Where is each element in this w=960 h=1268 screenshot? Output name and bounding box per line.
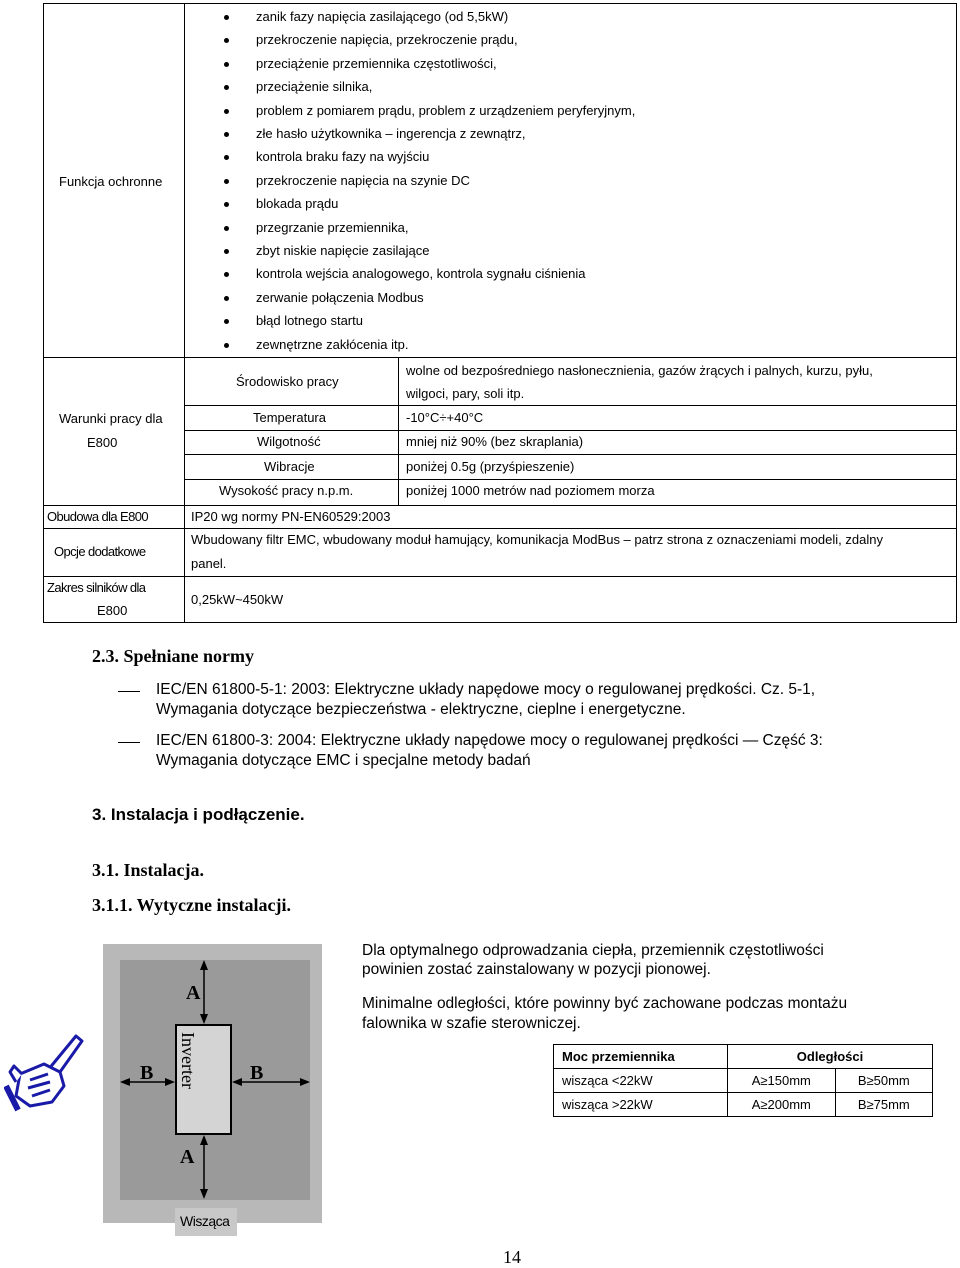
wilgotnosc-label: Wilgotność bbox=[257, 434, 321, 449]
header-odleglosci: Odległości bbox=[728, 1045, 933, 1069]
funkcja-item: kontrola braku fazy na wyjściu bbox=[256, 149, 430, 165]
wysokosc-label: Wysokość pracy n.p.m. bbox=[219, 483, 354, 498]
label-a-top: A bbox=[186, 982, 201, 1004]
label-b-left: B bbox=[140, 1062, 154, 1084]
funkcja-label: Funkcja ochronne bbox=[59, 174, 163, 189]
norm-2-line-2: Wymagania dotyczące EMC i specjalne metody badań bbox=[156, 752, 531, 769]
distance-table bbox=[553, 1044, 933, 1117]
instruction-2-line-2: falownika w szafie sterowniczej. bbox=[362, 1015, 581, 1032]
section-heading-3-1: 3.1. Instalacja. bbox=[92, 860, 204, 880]
table-cell: A≥200mm bbox=[728, 1093, 836, 1117]
funkcja-item: zerwanie połączenia Modbus bbox=[256, 289, 424, 305]
wilgotnosc-value: mniej niż 90% (bez skraplania) bbox=[406, 434, 584, 449]
zakres-value: 0,25kW~450kW bbox=[191, 592, 284, 607]
srodowisko-value-2: wilgoci, pary, soli itp. bbox=[406, 386, 525, 401]
funkcja-item: zewnętrzne zakłócenia itp. bbox=[256, 336, 409, 352]
header-moc: Moc przemiennika bbox=[554, 1045, 728, 1069]
opcje-label: Opcje dodatkowe bbox=[54, 544, 146, 559]
wysokosc-value: poniżej 1000 metrów nad poziomem morza bbox=[406, 483, 655, 498]
warunki-label-1: Warunki pracy dla bbox=[59, 411, 163, 426]
table-row bbox=[554, 1093, 933, 1117]
funkcja-item: blokada prądu bbox=[256, 196, 339, 212]
norm-2-line-1: IEC/EN 61800-3: 2004: Elektryczne układy napędowe mocy o regulowanej prędkości — Część 3: bbox=[156, 732, 823, 749]
section-heading-3: 3. Instalacja i podłączenie. bbox=[92, 805, 305, 824]
inverter-label: Inverter bbox=[178, 1032, 198, 1089]
funkcja-item: zbyt niskie napięcie zasilające bbox=[256, 243, 430, 258]
srodowisko-value-1: wolne od bezpośredniego nasłonecznienia, gazów żrących i palnych, kurzu, pyłu, bbox=[406, 363, 873, 378]
wibracje-label: Wibracje bbox=[264, 459, 315, 474]
funkcja-item: przeciążenie silnika, bbox=[256, 79, 373, 95]
instruction-1-line-1: Dla optymalnego odprowadzania ciepła, przemiennik częstotliwości bbox=[362, 942, 824, 959]
funkcja-item: błąd lotnego startu bbox=[256, 313, 363, 329]
opcje-value-2: panel. bbox=[191, 556, 227, 571]
table-cell: A≥150mm bbox=[728, 1069, 836, 1093]
warunki-label-2: E800 bbox=[87, 435, 118, 450]
table-row bbox=[554, 1069, 933, 1093]
table-header-row bbox=[554, 1045, 933, 1069]
norm-1-line-1: IEC/EN 61800-5-1: 2003: Elektryczne układy napędowe mocy o regulowanej prędkości. Cz. 5-1, bbox=[156, 681, 816, 698]
wibracje-value: poniżej 0.5g (przyśpieszenie) bbox=[406, 459, 575, 474]
opcje-value-1: Wbudowany filtr EMC, wbudowany moduł hamujący, komunikacja ModBus – patrz strona z oznaczeniami modeli, zdalny bbox=[191, 532, 883, 547]
instruction-1-line-2: powinien zostać zainstalowany w pozycji pionowej. bbox=[362, 961, 711, 978]
temperatura-value: -10°C÷+40°C bbox=[406, 410, 484, 425]
pointing-hand-icon bbox=[4, 1030, 86, 1112]
section-heading-3-1-1: 3.1.1. Wytyczne instalacji. bbox=[92, 895, 291, 915]
label-a-bottom: A bbox=[180, 1146, 195, 1168]
funkcja-item: złe hasło użytkownika – ingerencja z zewnątrz, bbox=[256, 126, 526, 141]
temperatura-label: Temperatura bbox=[253, 410, 326, 425]
srodowisko-label: Środowisko pracy bbox=[236, 374, 339, 389]
section-heading-norms: 2.3. Spełniane normy bbox=[92, 646, 255, 666]
funkcja-item: przekroczenie napięcia na szynie DC bbox=[256, 172, 470, 188]
figure-caption: Wisząca bbox=[180, 1213, 230, 1229]
funkcja-item: problem z pomiarem prądu, problem z urządzeniem peryferyjnym, bbox=[256, 102, 636, 118]
page-number: 14 bbox=[503, 1247, 521, 1267]
instruction-2-line-1: Minimalne odległości, które powinny być zachowane podczas montażu bbox=[362, 995, 848, 1012]
funkcja-item: kontrola wejścia analogowego, kontrola sygnału ciśnienia bbox=[256, 266, 586, 282]
zakres-label-1: Zakres silników dla bbox=[47, 580, 146, 595]
table-cell: B≥75mm bbox=[835, 1093, 932, 1117]
zakres-label-2: E800 bbox=[97, 603, 128, 618]
norm-1-line-2: Wymagania dotyczące bezpieczeństwa - elektryczne, cieplne i energetyczne. bbox=[156, 701, 686, 718]
table-cell: wisząca <22kW bbox=[554, 1069, 728, 1093]
table-cell: B≥50mm bbox=[835, 1069, 932, 1093]
table-cell: wisząca >22kW bbox=[554, 1093, 728, 1117]
funkcja-item: przegrzanie przemiennika, bbox=[256, 219, 409, 235]
funkcja-item: przekroczenie napięcia, przekroczenie prądu, bbox=[256, 32, 518, 48]
funkcja-item: zanik fazy napięcia zasilającego (od 5,5kW) bbox=[256, 9, 509, 24]
label-b-right: B bbox=[250, 1062, 264, 1084]
obudowa-value: IP20 wg normy PN-EN60529:2003 bbox=[191, 509, 391, 524]
funkcja-item: przeciążenie przemiennika częstotliwości, bbox=[256, 55, 497, 71]
obudowa-label: Obudowa dla E800 bbox=[47, 509, 148, 524]
